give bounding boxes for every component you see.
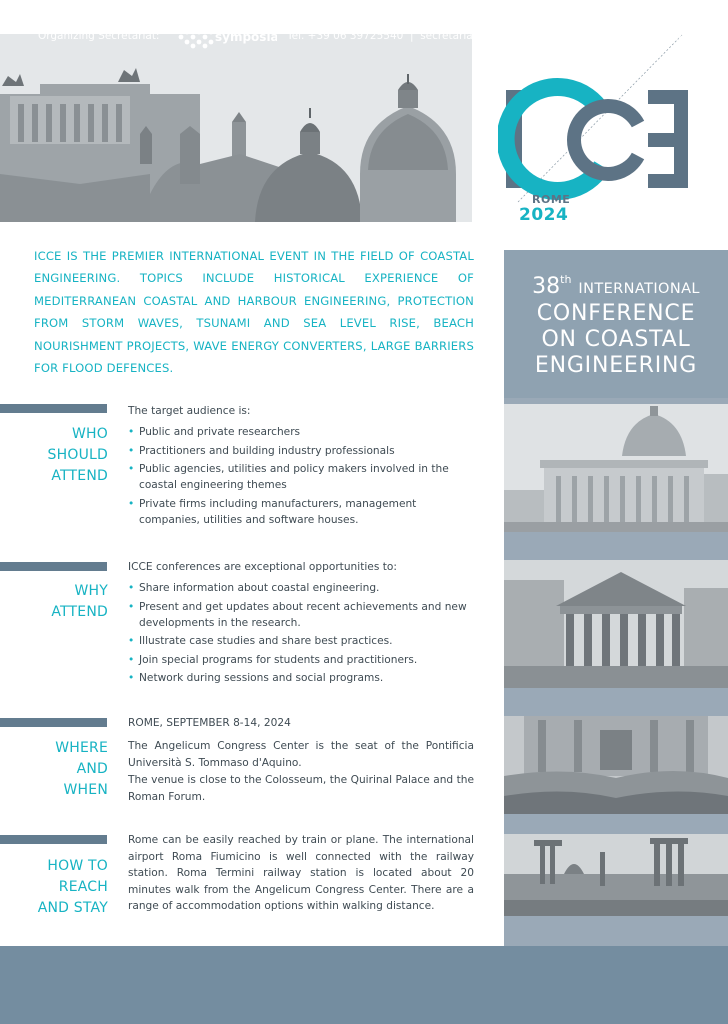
footer-contacts: Tel. +39 06 39725540 | secretariat@icce2024.com | www.grupposymposia.it (287, 30, 704, 42)
travel-paragraph: Rome can be easily reached by train or plane. The international airport Roma Fiumicino is well connected with the railway station. Roma Termini railway station is located about 20 minutes walk from the Angelicum Congress Center. There are a range of accommodation options within walking distance. (128, 834, 474, 913)
photo-pantheon (504, 560, 728, 688)
event-date-location: ROME, SEPTEMBER 8-14, 2024 (128, 717, 291, 729)
section-bar-why (0, 562, 107, 571)
who-lead-text: The target audience is: (128, 405, 251, 417)
footer-bar (0, 946, 728, 1024)
heading-where-line-1: WHERE (55, 740, 108, 756)
heading-how-line-2: REACH (58, 879, 108, 895)
heading-where-and-when (0, 738, 108, 801)
heading-why-line-2: ATTEND (51, 604, 108, 620)
list-item: • Practitioners and building industry professionals (128, 443, 474, 459)
photo-roman-forum (504, 834, 728, 916)
footer-organizer-label: Organizing Secretariat: (38, 30, 160, 42)
symposia-brand-text: symposia (215, 30, 277, 44)
section-bar-how (0, 835, 107, 844)
section-bar-who (0, 404, 107, 413)
conference-line-2: ON COASTAL (541, 327, 691, 352)
photo-trevi-fountain (504, 716, 728, 814)
heading-where-line-3: WHEN (63, 782, 108, 798)
heading-how-line-3: AND STAY (37, 900, 108, 916)
heading-how-line-1: HOW TO (47, 858, 108, 874)
heading-why-attend (0, 581, 108, 623)
section-bar-where (0, 718, 107, 727)
list-item: • Illustrate case studies and share best practices. (128, 633, 474, 649)
heading-how-to-reach (0, 856, 108, 919)
list-item: • Present and get updates about recent achievements and new developments in the research. (128, 599, 474, 631)
why-bullet-list (128, 580, 474, 689)
list-item: • Public and private researchers (128, 424, 474, 440)
heading-where-line-2: AND (76, 761, 108, 777)
icce-logo (498, 32, 698, 224)
photo-st-peters-basilica (504, 404, 728, 532)
list-item: • Network during sessions and social programs. (128, 670, 474, 686)
hero-rome-skyline-photo (0, 34, 472, 222)
venue-paragraph-1: The Angelicum Congress Center is the seat of the Pontificia Università S. Tommaso d'Aquino. (128, 740, 474, 769)
heading-who-line-1: WHO (72, 426, 108, 442)
heading-who-line-2: SHOULD (47, 447, 108, 463)
logo-year: 2024 (519, 205, 569, 225)
icce-logo-mark (498, 32, 698, 224)
symposia-logo (177, 24, 277, 50)
conference-international: INTERNATIONAL (578, 281, 700, 297)
list-item: • Public agencies, utilities and policy makers involved in the coastal engineering themes (128, 461, 474, 493)
conference-number: 38 (532, 274, 561, 299)
heading-why-line-1: WHY (74, 583, 108, 599)
symposia-dots-icon (177, 24, 277, 50)
list-item: • Share information about coastal engineering. (128, 580, 474, 596)
intro-paragraph: ICCE IS THE PREMIER INTERNATIONAL EVENT IN THE FIELD OF COASTAL ENGINEERING. TOPICS INCLUDE HISTORICAL EXPERIENCE OF MEDITERRANEAN COASTAL AND HARBOUR ENGINEERING, PROTECTION FROM STORM WAVES, TSUNAMI AND SEA LEVEL RISE, BEACH NOURISHMENT PROJECTS, WAVE ENERGY CONVERTERS, LARGE BARRIERS FOR FLOOD DEFENCES. (34, 249, 474, 376)
conference-line-1: CONFERENCE (536, 301, 696, 326)
venue-paragraph-2: The venue is close to the Colosseum, the Quirinal Palace and the Roman Forum. (128, 774, 474, 803)
conference-edition (504, 268, 728, 301)
why-lead-text: ICCE conferences are exceptional opportunities to: (128, 561, 397, 573)
heading-who-line-3: ATTEND (51, 468, 108, 484)
conference-title-block (504, 250, 728, 398)
conference-line-3: ENGINEERING (534, 353, 698, 378)
logo-city: ROME (532, 193, 571, 206)
who-bullet-list (128, 424, 474, 530)
list-item: • Join special programs for students and practitioners. (128, 652, 474, 668)
conference-ordinal: th (560, 273, 572, 286)
skyline-illustration (0, 34, 472, 222)
list-item: • Private firms including manufacturers, management companies, utilities and software houses. (128, 496, 474, 528)
heading-who-should-attend (0, 424, 108, 487)
